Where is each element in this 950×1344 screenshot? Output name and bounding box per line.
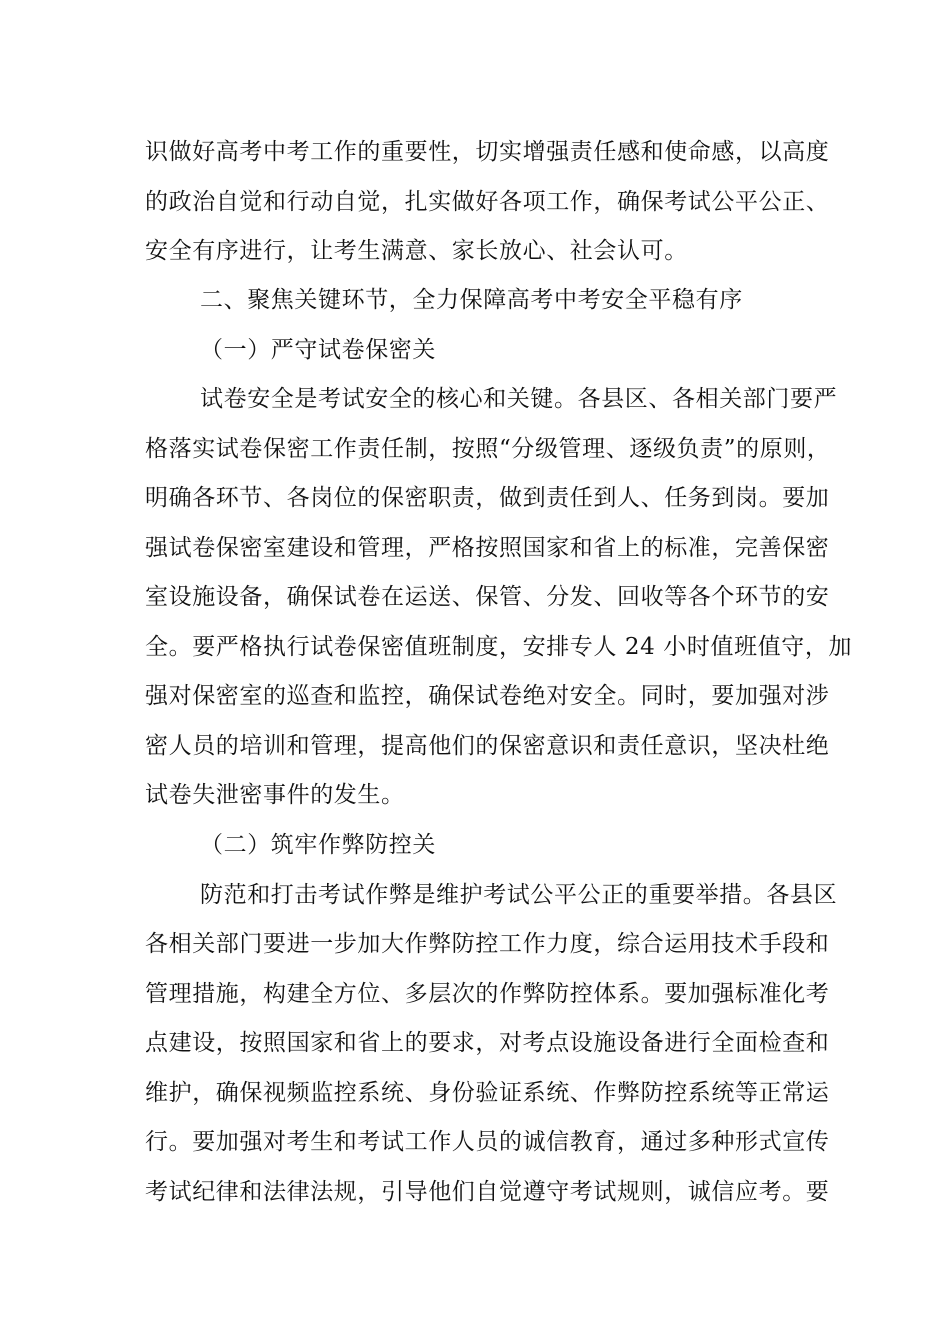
subsection-heading: （一）严守试卷保密关 — [200, 337, 436, 363]
paragraph-line: 行。要加强对考生和考试工作人员的诚信教育，通过多种形式宣传 — [145, 1129, 830, 1155]
paragraph-line: 点建设，按照国家和省上的要求，对考点设施设备进行全面检查和 — [145, 1030, 830, 1056]
paragraph-line: 试卷失泄密事件的发生。 — [145, 782, 405, 808]
text-line: 的政治自觉和行动自觉，扎实做好各项工作，确保考试公平公正、 — [145, 189, 830, 215]
paragraph-line: 格落实试卷保密工作责任制，按照“分级管理、逐级负责”的原则， — [145, 436, 831, 462]
section-heading: 二、聚焦关键环节，全力保障高考中考安全平稳有序 — [200, 287, 743, 313]
paragraph-line: 明确各环节、各岗位的保密职责，做到责任到人、任务到岗。要加 — [145, 485, 830, 511]
subsection-heading: （二）筑牢作弊防控关 — [200, 832, 436, 858]
paragraph-line: 管理措施，构建全方位、多层次的作弊防控体系。要加强标准化考 — [145, 981, 830, 1007]
paragraph-line: 各相关部门要进一步加大作弊防控工作力度，综合运用技术手段和 — [145, 931, 830, 957]
paragraph-line: 强试卷保密室建设和管理，严格按照国家和省上的标准，完善保密 — [145, 535, 830, 561]
paragraph-line: 考试纪律和法律法规，引导他们自觉遵守考试规则，诚信应考。要 — [145, 1179, 830, 1205]
paragraph-line: 防范和打击考试作弊是维护考试公平公正的重要举措。各县区 — [200, 882, 838, 908]
text-line: 识做好高考中考工作的重要性，切实增强责任感和使命感，以高度 — [145, 139, 830, 165]
paragraph-line: 全。要严格执行试卷保密值班制度，安排专人 24 小时值班值守，加 — [145, 634, 853, 660]
paragraph-line: 室设施设备，确保试卷在运送、保管、分发、回收等各个环节的安 — [145, 584, 830, 610]
paragraph-line: 密人员的培训和管理，提高他们的保密意识和责任意识，坚决杜绝 — [145, 733, 830, 759]
text-line: 安全有序进行，让考生满意、家长放心、社会认可。 — [145, 238, 688, 264]
paragraph-line: 试卷安全是考试安全的核心和关键。各县区、各相关部门要严 — [200, 386, 838, 412]
paragraph-line: 维护，确保视频监控系统、身份验证系统、作弊防控系统等正常运 — [145, 1080, 830, 1106]
paragraph-line: 强对保密室的巡查和监控，确保试卷绝对安全。同时，要加强对涉 — [145, 683, 830, 709]
